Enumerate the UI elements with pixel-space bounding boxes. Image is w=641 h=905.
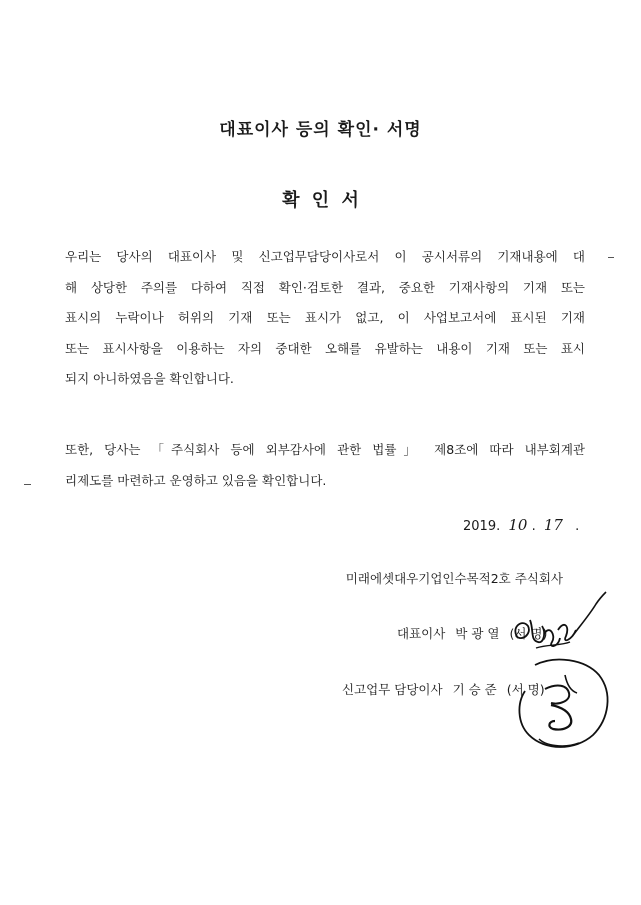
date-day-handwritten: 17 <box>543 516 563 534</box>
company-name: 미래에셋대우기업인수목적2호 주식회사 <box>345 571 563 586</box>
date-month-handwritten: 10 <box>508 516 528 534</box>
scan-mark <box>24 484 31 485</box>
paragraph-line: 해 상당한 주의를 다하여 직접 확인·검토한 결과, 중요한 기재사항의 기재 또는 <box>65 279 585 295</box>
signatory-role: 대표이사 <box>397 626 446 641</box>
signature-placeholder: (서 명) <box>509 626 548 641</box>
date-end: . <box>575 519 580 534</box>
scan-mark <box>608 257 614 258</box>
paragraph-line: 또한, 당사는 「주식회사 등에 외부감사에 관한 법률」 제8조에 따라 내부회계관 <box>65 442 585 457</box>
signatory-role: 신고업무 담당이사 <box>342 682 443 697</box>
internal-control-paragraph <box>65 435 585 496</box>
document-subtitle: 확 인 서 <box>282 190 359 211</box>
document-title: 대표이사 등의 확인· 서명 <box>219 120 422 140</box>
paragraph-line: 리제도를 마련하고 운영하고 있음을 확인합니다. <box>65 472 327 488</box>
signatory-name: 박 광 열 <box>455 626 500 641</box>
date-separator: . <box>531 519 536 534</box>
confirmation-paragraph <box>65 242 585 395</box>
signatory-name: 기 승 준 <box>452 682 497 697</box>
signature-placeholder: (서 명) <box>506 682 545 697</box>
handwritten-signature-disclosure-officer <box>505 645 620 760</box>
paragraph-line: 우리는 당사의 대표이사 및 신고업무담당이사로서 이 공시서류의 기재내용에 대 <box>65 249 585 264</box>
signing-date <box>463 516 579 534</box>
paragraph-line: 표시의 누락이나 허위의 기재 또는 표시가 없고, 이 사업보고서에 표시된 기재 <box>65 310 585 325</box>
paragraph-line: 되지 아니하였음을 확인합니다. <box>65 371 234 386</box>
date-year: 2019. <box>463 519 501 534</box>
paragraph-line: 또는 표시사항을 이용하는 자의 중대한 오해를 유발하는 내용이 기재 또는 표시 <box>65 340 585 356</box>
